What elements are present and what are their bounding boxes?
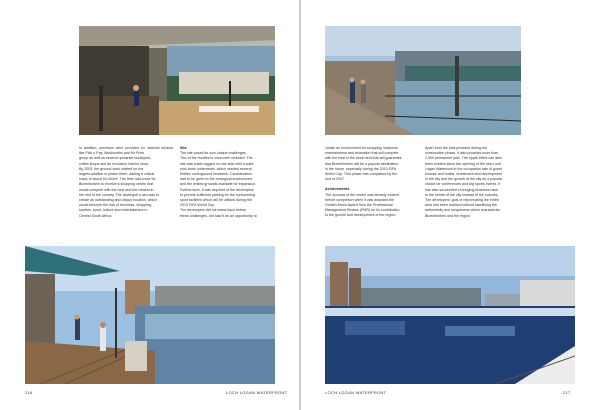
- col4-line: has also succeeded in bringing business back: [425, 187, 499, 192]
- col4-line: choice for conferences and big sports events. It: [425, 182, 501, 187]
- col2-line: Furthermore, it was required of the developers: [180, 187, 254, 192]
- text-column-3: [325, 146, 419, 219]
- col3-line: that Bloemfontein will be a popular destination: [325, 161, 399, 166]
- col1-line: In addition, premises were provided for national tenants like Pick n Pay, Woolworths and Mr Price: [79, 146, 173, 156]
- col3-line: Management Review (PMR) for its contribution: [325, 208, 400, 213]
- text-column-1: [79, 146, 173, 219]
- col3-line: The success of the centre was already evident: [325, 192, 399, 197]
- col1-line: Central South Africa.: [79, 213, 112, 218]
- col4-line: Apart from the jobs provided during the: [425, 146, 488, 150]
- col1-line: would become the hub of business, shopping,: [79, 203, 152, 208]
- col1-line: create an outstanding and unique location, which: [79, 198, 157, 203]
- col4-line: 2,000 permanent jobs. The ripple effect can also: [425, 156, 502, 161]
- col4-line: area has been realised without sacrificing the: [425, 203, 497, 208]
- text-column-4: [425, 146, 521, 219]
- col1-line: largest addition in phase three, adding a critical: [79, 172, 155, 177]
- col2-line: sport facilities which will be utilised during the: [180, 198, 253, 203]
- text-column-2: [180, 146, 275, 219]
- col2-line: had to be given to the ecological environment: [180, 177, 253, 182]
- section-heading-achievements: Achievements: [325, 187, 350, 192]
- right-running-title: LOCH LOGAN WATERFRONT: [325, 390, 387, 395]
- col3-line: Golden Arrow Award from the Professional: [325, 203, 393, 208]
- col3-line: before completion when it was awarded the: [325, 197, 395, 202]
- col1-line: group as well as several upmarket boutiques,: [79, 156, 152, 161]
- col1-line: Bloemfontein to receive a shopping centre that: [79, 182, 154, 187]
- col1-line: tourism, sport, culture and entertainment in: [79, 208, 148, 213]
- col3-line: entertainment and relaxation that will compete: [325, 151, 399, 156]
- col2-line: hidden underground fountains. Consideration: [180, 172, 252, 177]
- col3-line: with the best in the world and that will guarantee: [325, 156, 402, 161]
- col2-line: and the limited grounds available for expansion.: [180, 182, 257, 187]
- col4-line: construction phase, it also provides more than: [425, 151, 499, 156]
- photo-boardwalk-railing: [325, 26, 521, 135]
- col3-line: end of 2007.: [325, 177, 345, 182]
- col4-line: houses and hotels, investment and development: [425, 172, 503, 177]
- section-heading-site: Site: [180, 146, 187, 150]
- col4-line: Bloemfontein and the region.: [425, 213, 471, 218]
- col3-line: in the future, especially during the 2010 FIFA: [325, 166, 397, 171]
- col2-line: site was water-logged on one side with a solid: [180, 161, 254, 166]
- col2-line: The developers did not stand back before: [180, 208, 247, 213]
- col1-line: would compete with the best and the newest in: [79, 187, 154, 192]
- col4-line: authenticity and uniqueness which characterise: [425, 208, 501, 213]
- col1-line: the rest of the country. The developer's aim was to: [79, 192, 160, 197]
- left-page-number: 216: [25, 390, 33, 395]
- right-page-number: 217: [563, 390, 571, 395]
- col4-line: to the centre of the city instead of the suburbs.: [425, 192, 499, 197]
- col2-line: 2010 FIFA World Cup.: [180, 203, 216, 208]
- col1-line: By 2003, the ground-work started for the: [79, 166, 144, 171]
- col3-line: World Cup. This phase was completed by the: [325, 172, 398, 177]
- col1-line: coffee shops and an exclusive interior shop.: [79, 161, 149, 166]
- col4-line: The developers' goal of rejuvenating the entire: [425, 198, 499, 203]
- col3-line: to the growth and development of the region.: [325, 213, 397, 218]
- col2-line: Two of the hurdles to overcome included: The: [180, 156, 253, 161]
- col4-line: in the city and the growth of the city as a popular: [425, 177, 503, 182]
- col2-line: these challenges, but saw it as an opportunity to: [180, 213, 257, 218]
- col3-line: create an environment for shopping, business,: [325, 146, 399, 150]
- left-running-title: LOCH LOGAN WATERFRONT: [226, 390, 288, 395]
- photo-lake-skyline: [325, 246, 575, 384]
- col4-line: Logan Waterfront in the occupation rate of guest: [425, 166, 502, 171]
- col2-line: to provide sufficient parking for the surrounding: [180, 192, 255, 197]
- photo-waterfront-promenade: [25, 246, 275, 384]
- col4-line: been evident since the opening of the new Loch: [425, 161, 502, 166]
- col1-line: mass of about 54,000m². The time had come for: [79, 177, 156, 182]
- col2-line: rock bank underneath, which needed several: [180, 166, 252, 171]
- col2-line: The site posed its own unique challenges.: [180, 151, 247, 156]
- photo-restaurant-terrace: [79, 26, 275, 135]
